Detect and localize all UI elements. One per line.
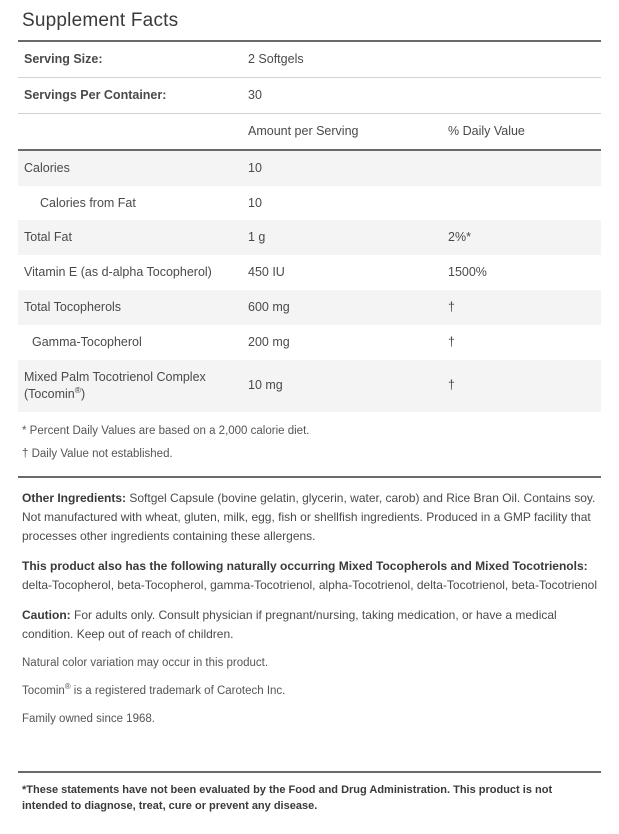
- serving-size-value: 2 Softgels: [242, 42, 442, 77]
- footnote-percent-daily-value: * Percent Daily Values are based on a 2,000 calorie diet.: [22, 424, 310, 437]
- column-header-blank: [18, 113, 242, 149]
- serving-size-spacer: [442, 42, 601, 77]
- supplement-facts-table: [18, 42, 601, 412]
- nutrient-dv: [442, 186, 601, 221]
- servings-per-container-row: [18, 77, 601, 113]
- nutrient-amount: 10: [242, 150, 442, 186]
- nutrient-amount: 200 mg: [242, 325, 442, 360]
- table-row: [18, 290, 601, 325]
- nutrient-dv: 1500%: [442, 255, 601, 290]
- color-variation-note: Natural color variation may occur in this product.: [22, 656, 269, 669]
- nutrient-name: Mixed Palm Tocotrienol Complex (Tocomin®): [18, 360, 242, 412]
- nutrient-name: Gamma-Tocopherol: [18, 325, 242, 360]
- servings-per-container-spacer: [442, 77, 601, 113]
- nutrient-name: Vitamin E (as d-alpha Tocopherol): [18, 255, 242, 290]
- serving-size-row: [18, 42, 601, 77]
- table-row: [18, 220, 601, 255]
- naturally-occurring-text: delta-Tocopherol, beta-Tocopherol, gamma-Tocotrienol, alpha-Tocotrienol, delta-Tocotrienol, beta-Tocotrienol: [22, 577, 597, 592]
- trademark-note: [18, 672, 601, 700]
- nutrient-amount: 450 IU: [242, 255, 442, 290]
- other-ingredients-block: [18, 478, 601, 546]
- family-owned-note: Family owned since 1968.: [22, 713, 155, 726]
- fda-disclaimer-text: *These statements have not been evaluated by the Food and Drug Administration. This product is not intended to diagnose, treat, cure or prevent any disease.: [22, 783, 553, 813]
- caution-label: Caution:: [22, 607, 71, 622]
- naturally-occurring-label: This product also has the following naturally occurring Mixed Tocopherols and Mixed Tocotrienols:: [22, 558, 588, 573]
- nutrient-name: Total Tocopherols: [18, 290, 242, 325]
- column-header-amount: Amount per Serving: [242, 113, 442, 149]
- other-ingredients-label: Other Ingredients:: [22, 491, 127, 506]
- serving-size-label: Serving Size:: [18, 42, 242, 77]
- servings-per-container-label: Servings Per Container:: [18, 77, 242, 113]
- nutrient-dv: †: [442, 290, 601, 325]
- page-title: Supplement Facts: [22, 10, 179, 31]
- table-row: [18, 150, 601, 186]
- servings-per-container-value: 30: [242, 77, 442, 113]
- table-row: [18, 325, 601, 360]
- trademark-note-prefix: Tocomin: [22, 685, 65, 698]
- nutrient-amount: 10 mg: [242, 360, 442, 412]
- column-header-daily-value: % Daily Value: [442, 113, 601, 149]
- table-row: [18, 255, 601, 290]
- table-row: [18, 360, 601, 412]
- caution-text: For adults only. Consult physician if pregnant/nursing, taking medication, or have a medical condition. Keep out of reach of children.: [22, 607, 557, 641]
- nutrient-amount: 10: [242, 186, 442, 221]
- nutrient-dv: †: [442, 360, 601, 412]
- nutrient-dv: 2%*: [442, 220, 601, 255]
- nutrient-name: Total Fat: [18, 220, 242, 255]
- caution-block: [18, 595, 601, 644]
- nutrient-name: Calories from Fat: [18, 186, 242, 221]
- nutrient-dv: †: [442, 325, 601, 360]
- footnotes: [18, 412, 601, 475]
- nutrient-amount: 1 g: [242, 220, 442, 255]
- trademark-note-suffix: is a registered trademark of Carotech Inc.: [70, 685, 286, 698]
- column-header-row: [18, 113, 601, 149]
- table-row: [18, 186, 601, 221]
- nutrient-amount: 600 mg: [242, 290, 442, 325]
- fda-disclaimer-section: [18, 771, 601, 825]
- nutrient-name: Calories: [18, 150, 242, 186]
- registered-trademark-icon: ®: [64, 682, 71, 692]
- other-ingredients-text: Softgel Capsule (bovine gelatin, glycerin, water, carob) and Rice Bran Oil. Contains soy. Not manufactured with wheat, gluten, milk, egg, fish or shellfish ingredients. Produced in a GMP facility that processes other ingredients containing these allergens.: [22, 491, 596, 544]
- naturally-occurring-block: [18, 546, 601, 595]
- footnote-daily-value-not-established: † Daily Value not established.: [22, 447, 173, 460]
- nutrient-dv: [442, 150, 601, 186]
